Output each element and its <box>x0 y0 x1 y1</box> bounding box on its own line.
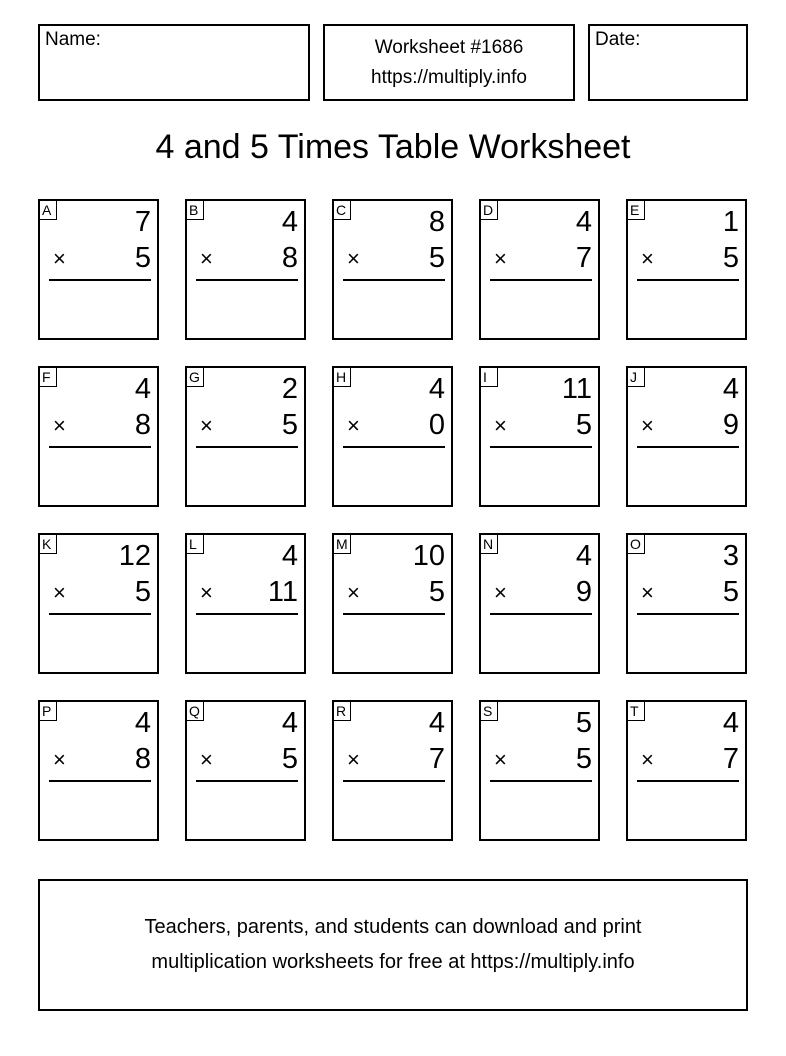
multiplicand: 4 <box>722 373 739 405</box>
multiplicand: 4 <box>281 707 298 739</box>
problem-letter: R <box>333 701 351 721</box>
multiplier: 11 <box>267 576 298 608</box>
times-sign: × <box>641 413 654 438</box>
problem-card-k[interactable] <box>38 533 159 674</box>
answer-line <box>490 279 592 281</box>
problem-letter: D <box>480 200 498 220</box>
date-box[interactable] <box>588 24 748 101</box>
multiplier: 5 <box>281 743 298 775</box>
problem-card-a[interactable] <box>38 199 159 340</box>
multiplier: 8 <box>281 242 298 274</box>
multiplier: 5 <box>428 576 445 608</box>
problem-letter: C <box>333 200 351 220</box>
worksheet-info-box <box>323 24 575 101</box>
multiplier: 5 <box>722 576 739 608</box>
problem-letter: A <box>39 200 57 220</box>
multiplier: 7 <box>575 242 592 274</box>
times-sign: × <box>641 747 654 772</box>
problem-letter: H <box>333 367 351 387</box>
page-title: 4 and 5 Times Table Worksheet <box>155 128 631 166</box>
problem-card-m[interactable] <box>332 533 453 674</box>
problem-card-e[interactable] <box>626 199 747 340</box>
times-sign: × <box>347 580 360 605</box>
problem-card-d[interactable] <box>479 199 600 340</box>
problem-letter: I <box>480 367 498 387</box>
problem-card-r[interactable] <box>332 700 453 841</box>
times-sign: × <box>53 413 66 438</box>
name-label: Name: <box>45 29 101 50</box>
answer-line <box>343 780 445 782</box>
times-sign: × <box>347 246 360 271</box>
times-sign: × <box>494 580 507 605</box>
problem-card-t[interactable] <box>626 700 747 841</box>
multiplicand: 7 <box>134 206 151 238</box>
problem-card-g[interactable] <box>185 366 306 507</box>
footer-line-1: Teachers, parents, and students can download and print <box>144 916 642 938</box>
problem-letter: N <box>480 534 498 554</box>
answer-line <box>490 446 592 448</box>
multiplier: 9 <box>722 409 739 441</box>
multiplicand: 4 <box>281 540 298 572</box>
problem-card-p[interactable] <box>38 700 159 841</box>
multiplicand: 5 <box>575 707 592 739</box>
multiplier: 5 <box>575 743 592 775</box>
multiplicand: 4 <box>281 206 298 238</box>
times-sign: × <box>53 747 66 772</box>
times-sign: × <box>53 246 66 271</box>
problem-card-h[interactable] <box>332 366 453 507</box>
multiplier: 9 <box>575 576 592 608</box>
multiplicand: 10 <box>412 540 445 572</box>
multiplier: 8 <box>134 409 151 441</box>
problem-letter: K <box>39 534 57 554</box>
multiplicand: 4 <box>575 540 592 572</box>
answer-line <box>196 780 298 782</box>
answer-line <box>637 446 739 448</box>
multiplier: 5 <box>134 576 151 608</box>
multiplier: 5 <box>722 242 739 274</box>
multiplier: 0 <box>428 409 445 441</box>
times-sign: × <box>53 580 66 605</box>
worksheet-number: Worksheet #1686 <box>374 36 524 58</box>
multiplier: 5 <box>134 242 151 274</box>
problem-letter: T <box>627 701 645 721</box>
multiplicand: 4 <box>428 707 445 739</box>
times-sign: × <box>494 246 507 271</box>
answer-line <box>49 279 151 281</box>
answer-line <box>637 613 739 615</box>
answer-line <box>637 780 739 782</box>
problem-card-o[interactable] <box>626 533 747 674</box>
times-sign: × <box>200 246 213 271</box>
answer-line <box>343 613 445 615</box>
times-sign: × <box>494 747 507 772</box>
multiplicand: 4 <box>428 373 445 405</box>
problem-card-b[interactable] <box>185 199 306 340</box>
problem-card-s[interactable] <box>479 700 600 841</box>
answer-line <box>343 446 445 448</box>
multiplier: 5 <box>281 409 298 441</box>
footer-box <box>38 879 748 1011</box>
problem-card-l[interactable] <box>185 533 306 674</box>
times-sign: × <box>494 413 507 438</box>
times-sign: × <box>200 580 213 605</box>
answer-line <box>196 613 298 615</box>
answer-line <box>49 446 151 448</box>
times-sign: × <box>347 747 360 772</box>
problem-letter: E <box>627 200 645 220</box>
multiplicand: 4 <box>722 707 739 739</box>
problem-letter: B <box>186 200 204 220</box>
multiplicand: 2 <box>281 373 298 405</box>
multiplier: 7 <box>428 743 445 775</box>
problem-letter: F <box>39 367 57 387</box>
times-sign: × <box>641 246 654 271</box>
answer-line <box>49 613 151 615</box>
multiplicand: 4 <box>134 373 151 405</box>
problem-letter: G <box>186 367 204 387</box>
problem-letter: S <box>480 701 498 721</box>
multiplicand: 1 <box>722 206 739 238</box>
problem-card-n[interactable] <box>479 533 600 674</box>
problem-letter: M <box>333 534 351 554</box>
multiplicand: 3 <box>722 540 739 572</box>
problem-card-f[interactable] <box>38 366 159 507</box>
multiplier: 5 <box>575 409 592 441</box>
problem-letter: O <box>627 534 645 554</box>
footer-line-2: multiplication worksheets for free at https://multiply.info <box>151 951 635 973</box>
multiplier: 7 <box>722 743 739 775</box>
multiplicand: 4 <box>134 707 151 739</box>
answer-line <box>196 446 298 448</box>
answer-line <box>490 780 592 782</box>
problem-letter: P <box>39 701 57 721</box>
problem-letter: L <box>186 534 204 554</box>
problem-card-i[interactable] <box>479 366 600 507</box>
multiplier: 5 <box>428 242 445 274</box>
answer-line <box>637 279 739 281</box>
multiplicand: 12 <box>118 540 151 572</box>
multiplicand: 8 <box>428 206 445 238</box>
times-sign: × <box>200 413 213 438</box>
name-box[interactable] <box>38 24 310 101</box>
times-sign: × <box>347 413 360 438</box>
problem-card-q[interactable] <box>185 700 306 841</box>
answer-line <box>490 613 592 615</box>
problem-letter: Q <box>186 701 204 721</box>
problem-card-j[interactable] <box>626 366 747 507</box>
problem-card-c[interactable] <box>332 199 453 340</box>
answer-line <box>196 279 298 281</box>
multiplier: 8 <box>134 743 151 775</box>
times-sign: × <box>200 747 213 772</box>
problem-letter: J <box>627 367 645 387</box>
multiplicand: 11 <box>561 373 592 405</box>
date-label: Date: <box>595 29 641 50</box>
times-sign: × <box>641 580 654 605</box>
worksheet-url: https://multiply.info <box>371 66 527 88</box>
answer-line <box>49 780 151 782</box>
answer-line <box>343 279 445 281</box>
multiplicand: 4 <box>575 206 592 238</box>
